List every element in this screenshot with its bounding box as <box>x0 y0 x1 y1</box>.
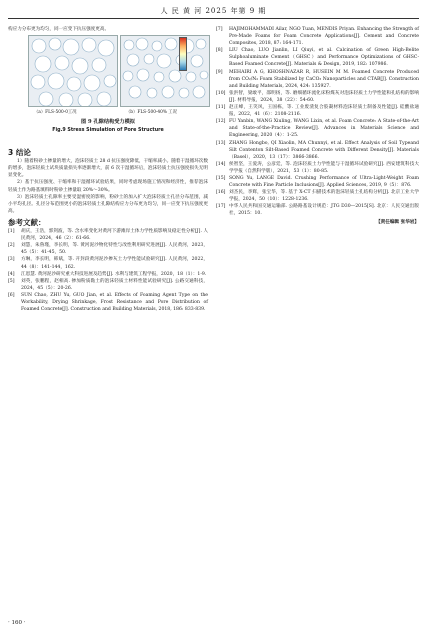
reference-number: [1] <box>8 229 15 235</box>
reference-item <box>216 69 419 90</box>
pore-simulation-image-b <box>120 35 210 107</box>
reference-text: 方琳，李长明，韩斌，等. 开封段黄河泥沙掺灰土力学性能试验研究[J]. 人民黄河，2022，44（8）：141-144，162. <box>21 257 208 270</box>
pore-pattern-a <box>29 36 117 106</box>
reference-text: HAJIMOHAMMADI Ailar, NGO Tuan, MENDIS Priyan. Enhancing the Strength of Pre-Made Foams for Foam Concrete Applications[J]. Cement and Concrete Composites, 2018, 87: 164-171. <box>229 27 419 47</box>
reference-number: [15] <box>216 175 226 181</box>
reference-text: 赵正峰，王笑风，王国栋，等. 工业废渣复合胶凝材料泡沫轻质土制备及性能[J]. 硅酸盐通报，2022，41（6）：2108-2116. <box>229 105 419 118</box>
reference-item <box>216 189 419 203</box>
left-column <box>8 26 208 313</box>
figure-caption-en: Fig.9 Stress Simulation of Pore Structure <box>52 128 164 134</box>
right-column <box>216 26 419 226</box>
reference-item <box>8 228 208 242</box>
conclusion-3: 3）泡沫轻质土孔隙率主要受湿密度的影响，粉砂土的加入扩大泡沫轻质土孔径分布范围，减小平均孔径。孔径分布范围更小的泡沫轻质土孔隙结构应力分布更为均匀，同一应变下抗压强度更高。 <box>8 194 208 214</box>
reference-number: [9] <box>216 69 223 75</box>
reference-text: 刘慧，朱鲁瑾，李长明，等. 黄河泥沙物化特性与改性利用研究进展[J]. 人民黄河，2023，45（5）：41-45，50. <box>21 243 208 256</box>
reference-text: SONG Yu, LANGE David. Crushing Performance of Ultra-Light-Weight Foam Concrete with Fine Particle Inclusions[J]. Applied Sciences, 2019, 9（5）：876. <box>229 175 419 189</box>
reference-text: FU Yanbin, WANG Xiuling, WANG Lixin, et al. Foam Concrete: A State-of-the-Art and State-of-the-Practice Review[J]. Advances in Materials Science and Engineering, 2020（4）：1-25. <box>229 119 419 139</box>
reference-item <box>216 161 419 175</box>
reference-item <box>8 242 208 256</box>
header-rule <box>8 18 419 19</box>
reference-number: [5] <box>8 278 15 284</box>
reference-text: 刘英，张鹏程，赵相高. 掺加粉质黏土的泡沫轻质土材料性能试验研究[J]. 公路交通科技，2024，45（5）：20-26. <box>21 278 208 291</box>
panel-b-label: （b）FLS-500-40% 工况 <box>126 110 177 116</box>
reference-item <box>216 175 419 189</box>
reference-number: [7] <box>216 27 223 32</box>
reference-number: [10] <box>216 90 226 96</box>
references-heading: 参考文献： <box>8 217 46 227</box>
reference-item <box>216 90 419 104</box>
reference-item <box>216 118 419 139</box>
reference-number: [13] <box>216 140 226 146</box>
reference-item <box>216 140 419 161</box>
reference-number: [11] <box>216 105 226 111</box>
stress-colorbar <box>179 37 187 71</box>
reference-text: 张洪智，梁敢平，邵明扬，等. 磨细循环流化床粉煤灰对泡沫轻质土力学性能和孔结构的影响[J]. 材料导报，2024，38（22）：54-60. <box>229 90 419 103</box>
reference-text: MEHAIRI A G, KHOSHNAZAR R, HUSEIN M M. Foamed Concrete Produced from CO₂/N₂ Foam Stabilized by CaCO₃ Nanoparticles and CTAB[J]. Construction and Building Materials, 2024, 424: 135927. <box>229 69 419 89</box>
reference-number: [12] <box>216 119 226 125</box>
figure-caption-cn: 图 9 孔隙结构受力模拟 <box>81 119 135 126</box>
intro-paragraph: 构应力分布更为均匀，同一应变下抗压强度更高。 <box>8 27 110 32</box>
reference-item <box>216 47 419 68</box>
reference-number: [3] <box>8 257 15 263</box>
reference-item <box>8 292 208 313</box>
reference-text: 中华人民共和国交通运输部. 公路路基设计规范：JTG D30—2015[S]. 北京：人民交通出版社，2015：10. <box>229 204 419 217</box>
reference-text: LIU Chao, LUO Jianlin, LI Qiuyi, et al. Calcination of Green High-Belite Sulphoaluminate Cement（GHSC）and Performance Optimizations of GHSC-Based Foamed Concrete[J]. Materials & Design, 2019, 182: 107986. <box>229 48 419 68</box>
reference-number: [16] <box>216 190 226 196</box>
panel-a-label: （a）FLS-500-0工况 <box>34 110 77 116</box>
conclusion-heading: 3 结论 <box>8 148 31 158</box>
reference-text: 侯智坚，王爱涛，公彦廷，等. 泡沫轻质土力学性能与干湿循环试验研究[J]. 西安建筑科技大学学报（自然科学版），2021，53（1）：80-85. <box>229 161 419 174</box>
reference-number: [6] <box>8 292 15 298</box>
reference-number: [8] <box>216 48 223 54</box>
reference-item <box>216 104 419 118</box>
reference-number: [17] <box>216 204 226 210</box>
journal-title: 人 民 黄 河 2025 年第 9 期 <box>160 7 267 15</box>
reference-text: 刘杰民，李辉，张宝华，等. 基于 X-CT 扫描技术的泡沫轻质土孔结构分析[J]. 北京工业大学学报，2024，50（10）：1228-1236. <box>229 190 419 203</box>
responsible-editor: 【责任编辑 张华岩】 <box>376 219 419 225</box>
page-header <box>0 0 427 22</box>
reference-number: [14] <box>216 161 226 167</box>
reference-number: [2] <box>8 243 15 249</box>
reference-item <box>216 26 419 47</box>
reference-text: 江恩慧. 黄河泥沙研究重大科技进展及趋势[J]. 水利与建筑工程学报，2020，18（1）：1-9. <box>21 271 207 277</box>
pore-simulation-image-a <box>28 35 118 107</box>
reference-number: [4] <box>8 271 15 277</box>
reference-text: 胡庆，王浩，郭剑波，等. 含水率变化对黄河下游滩岸土体力学性质影响及稳定性分析[J]. 人民黄河，2024，46（2）：61-66. <box>21 229 208 242</box>
reference-text: ZHANG Hongbo, QI Xiaolin, MA Chunnyi, et al. Effect Analysis of Soil Typeand Silt Contenton Silt-Based Foamed Concrete with Different Density[J]. Materials（Basel），2020，13（17）：3866-3866. <box>229 140 419 160</box>
reference-item <box>8 271 208 278</box>
page-number: · 160 · <box>8 620 26 626</box>
pore-pattern-b <box>121 36 209 106</box>
conclusion-1: 1）随着粉砂土掺量的增大，泡沫轻质土 28 d 抗压强度降低，干缩率减小。随着干湿循环次数的增多，泡沫轻质土试块质量损失率逐渐增大，前 6 次干湿循环后，泡沫轻质土抗压强度损失无明显变化。 <box>8 159 208 179</box>
reference-item <box>8 256 208 270</box>
conclusion-2: 2）基于抗压强度、干缩率和干湿循环试验结果，同时考虑现场施工情况和经济性，推荐泡沫轻质土作为路基填料时粉砂土掺量取 20%～30%。 <box>8 180 208 193</box>
figure-9 <box>8 35 208 145</box>
reference-item <box>8 278 208 292</box>
reference-item <box>216 203 419 217</box>
reference-text: SUN Chao, ZHU Yu, GUO Jian, et al. Effects of Foaming Agent Type on the Workability, Drying Shrinkage, Frost Resistance and Pore Distribution of Foamed Concrete[J]. Construction and Building Materials, 2018, 186: 833-839. <box>21 292 208 313</box>
